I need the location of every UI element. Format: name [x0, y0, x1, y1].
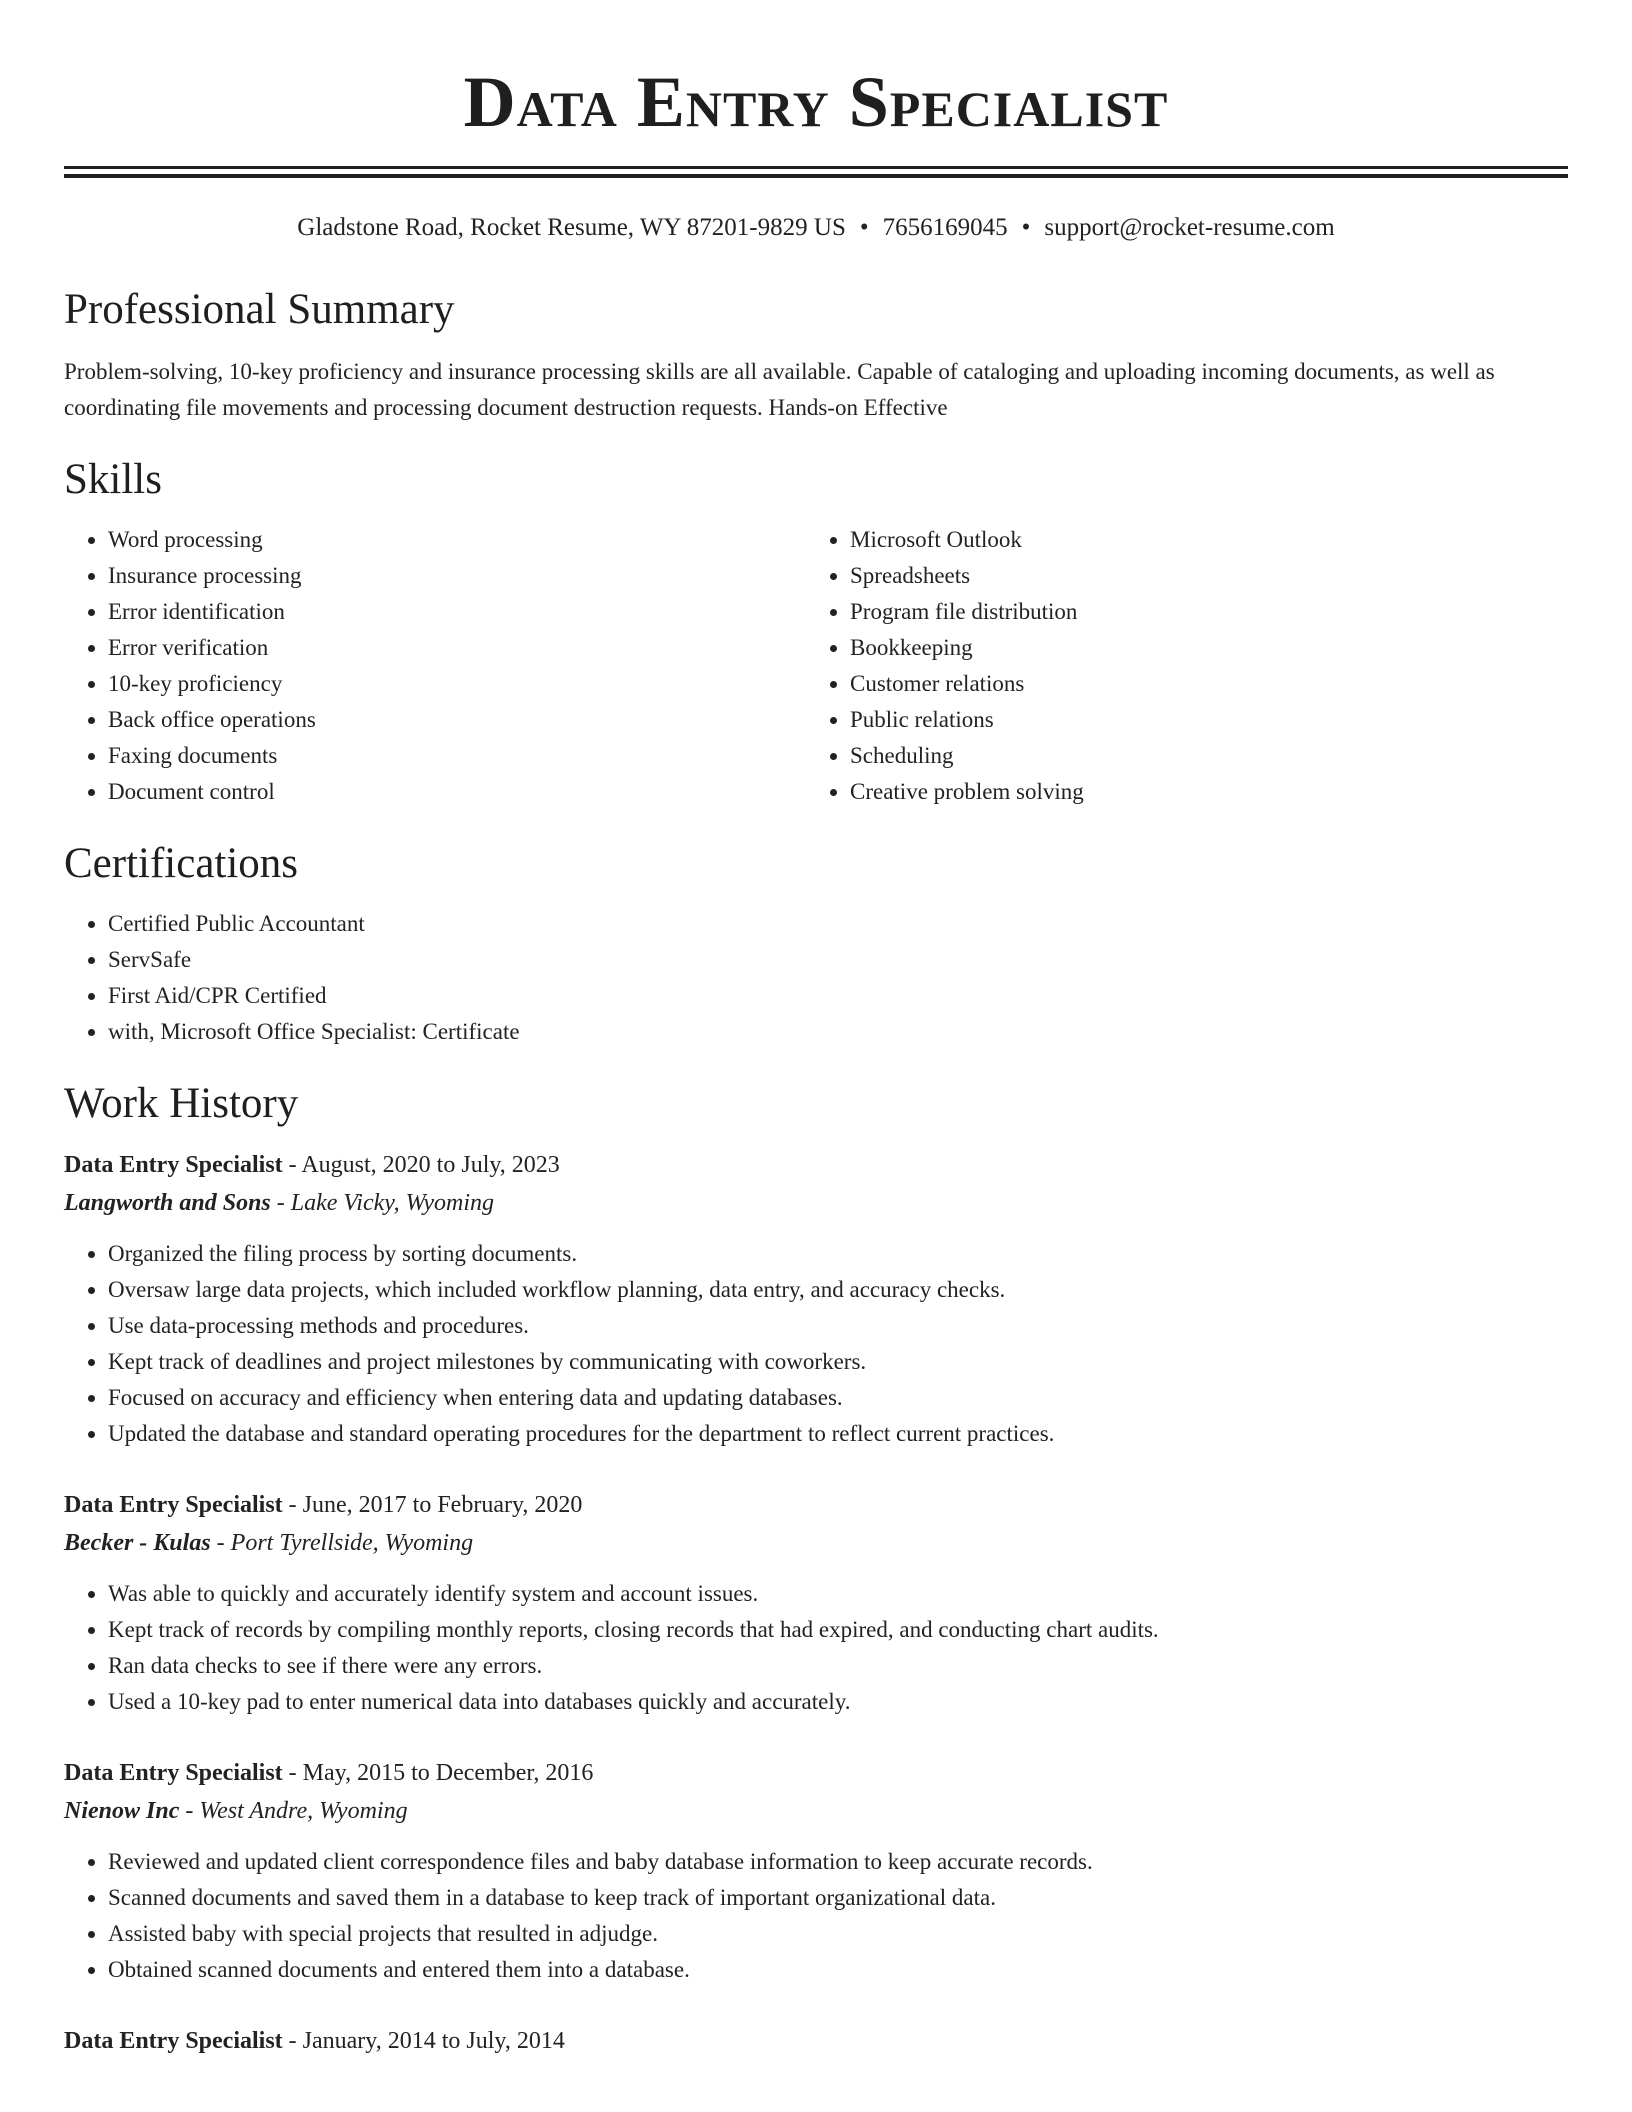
job-title: Data Entry Specialist [64, 2028, 283, 2054]
job-bullet: • Updated the database and standard operating procedures for the department to reflect current practices. [108, 1416, 1568, 1452]
summary-heading: Professional Summary [64, 286, 455, 333]
certification-item: • ServSafe [108, 942, 1568, 978]
skill-item: • Bookkeeping [850, 630, 1548, 666]
skill-item: • Microsoft Outlook [850, 522, 1548, 558]
job-bullet: • Kept track of deadlines and project milestones by communicating with coworkers. [108, 1344, 1568, 1380]
skill-item: • Error identification [108, 594, 806, 630]
job-bullet: • Ran data checks to see if there were any errors. [108, 1648, 1568, 1684]
contact-line [64, 212, 1568, 244]
summary-text: Problem-solving, 10-key proficiency and insurance processing skills are all available. Capable of cataloging and uploading incoming documents, as well as coordinating file movements and processing document destruction requests. Hands-on Effective [64, 359, 1495, 420]
job-company-line [64, 1524, 1568, 1562]
skills-list-right [806, 522, 1548, 810]
job-company: Nienow Inc [64, 1798, 180, 1824]
skills-columns [64, 522, 1568, 810]
page-title: Data Entry Specialist [463, 62, 1169, 142]
contact-separator: • [859, 214, 869, 241]
job-dates: - May, 2015 to December, 2016 [282, 1760, 594, 1786]
skill-item: • Word processing [108, 522, 806, 558]
certifications-list [64, 906, 1568, 1050]
job-title-line [64, 1486, 1568, 1524]
job-bullets [64, 1236, 1568, 1452]
contact-phone: 7656169045 [882, 214, 1008, 241]
job-dates: - June, 2017 to February, 2020 [282, 1492, 583, 1518]
skill-item: • 10-key proficiency [108, 666, 806, 702]
contact-email: support@rocket-resume.com [1044, 214, 1335, 241]
job-title-line [64, 1146, 1568, 1184]
job-bullet: • Assisted baby with special projects that resulted in adjudge. [108, 1916, 1568, 1952]
certification-item: • Certified Public Accountant [108, 906, 1568, 942]
header-divider-bottom [64, 174, 1568, 178]
skill-item: • Insurance processing [108, 558, 806, 594]
header-divider-top [64, 166, 1568, 169]
job-entry [64, 1146, 1568, 1452]
contact-separator: • [1021, 214, 1031, 241]
job-bullet: • Focused on accuracy and efficiency when entering data and updating databases. [108, 1380, 1568, 1416]
skill-item: • Program file distribution [850, 594, 1548, 630]
job-dates: - January, 2014 to July, 2014 [282, 2028, 565, 2054]
certification-item: • First Aid/CPR Certified [108, 978, 1568, 1014]
contact-address: Gladstone Road, Rocket Resume, WY 87201-9829 US [297, 214, 846, 241]
job-title: Data Entry Specialist [64, 1152, 283, 1178]
job-location: - Lake Vicky, Wyoming [270, 1190, 495, 1216]
job-dates: - August, 2020 to July, 2023 [282, 1152, 560, 1178]
skill-item: • Back office operations [108, 702, 806, 738]
job-bullet: • Organized the filing process by sorting documents. [108, 1236, 1568, 1272]
job-location: - Port Tyrellside, Wyoming [210, 1530, 474, 1556]
skill-item: • Scheduling [850, 738, 1548, 774]
job-location: - West Andre, Wyoming [179, 1798, 408, 1824]
job-entry [64, 2022, 1568, 2060]
job-company: Becker - Kulas [64, 1530, 211, 1556]
skill-item: • Customer relations [850, 666, 1548, 702]
skills-list-left [64, 522, 806, 810]
certifications-heading: Certifications [64, 840, 299, 887]
skill-item: • Faxing documents [108, 738, 806, 774]
skill-item: • Document control [108, 774, 806, 810]
job-title: Data Entry Specialist [64, 1492, 283, 1518]
job-bullet: • Obtained scanned documents and entered them into a database. [108, 1952, 1568, 1988]
job-entry [64, 1754, 1568, 1988]
job-bullets [64, 1844, 1568, 1988]
skill-item: • Creative problem solving [850, 774, 1548, 810]
job-company-line [64, 1792, 1568, 1830]
job-bullets [64, 1576, 1568, 1720]
job-bullet: • Was able to quickly and accurately identify system and account issues. [108, 1576, 1568, 1612]
job-bullet: • Reviewed and updated client correspondence files and baby database information to keep accurate records. [108, 1844, 1568, 1880]
skill-item: • Spreadsheets [850, 558, 1548, 594]
job-title-line [64, 1754, 1568, 1792]
job-bullet: • Oversaw large data projects, which included workflow planning, data entry, and accuracy checks. [108, 1272, 1568, 1308]
job-company: Langworth and Sons [64, 1190, 271, 1216]
certification-item: • with, Microsoft Office Specialist: Certificate [108, 1014, 1568, 1050]
work-history-heading: Work History [64, 1080, 299, 1127]
job-title: Data Entry Specialist [64, 1760, 283, 1786]
job-bullet: • Scanned documents and saved them in a database to keep track of important organizational data. [108, 1880, 1568, 1916]
job-bullet: • Used a 10-key pad to enter numerical data into databases quickly and accurately. [108, 1684, 1568, 1720]
job-title-line [64, 2022, 1568, 2060]
skill-item: • Error verification [108, 630, 806, 666]
skills-heading: Skills [64, 456, 162, 503]
job-bullet: • Kept track of records by compiling monthly reports, closing records that had expired, and conducting chart audits. [108, 1612, 1568, 1648]
job-entry [64, 1486, 1568, 1720]
job-bullet: • Use data-processing methods and procedures. [108, 1308, 1568, 1344]
skill-item: • Public relations [850, 702, 1548, 738]
job-company-line [64, 1184, 1568, 1222]
